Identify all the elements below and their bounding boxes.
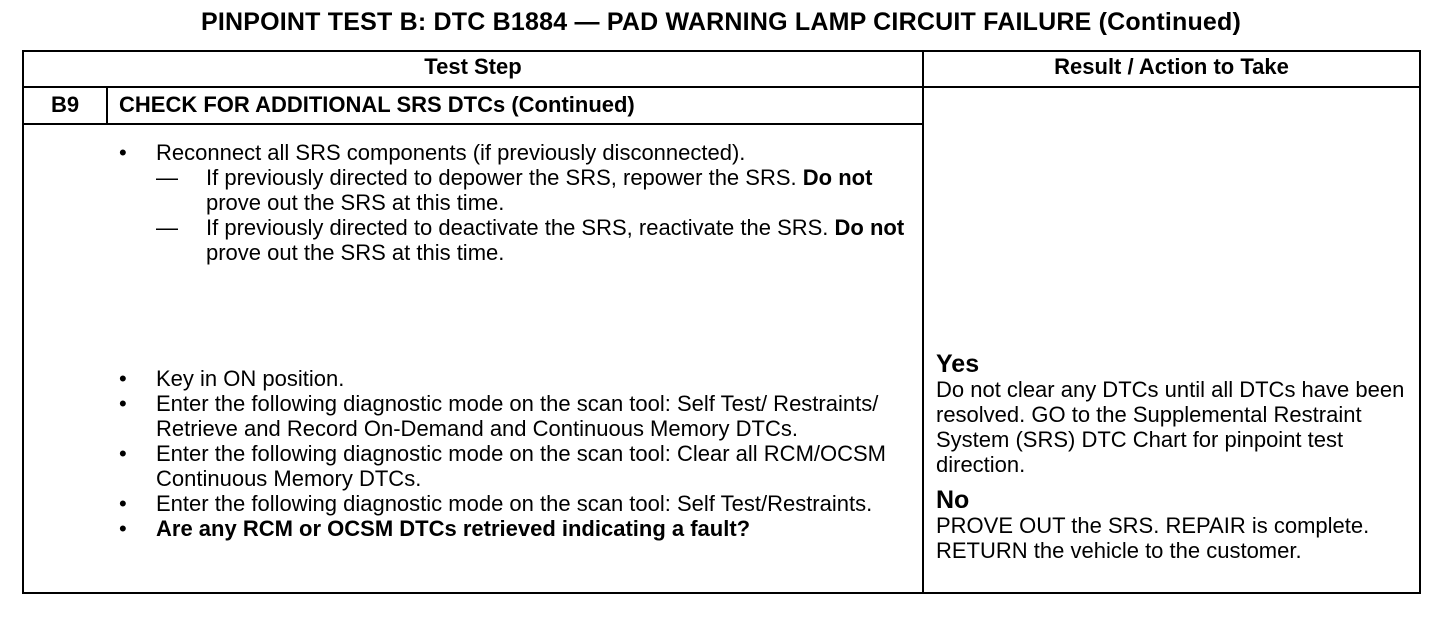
header-divider — [24, 86, 1419, 88]
dash: — — [156, 165, 178, 190]
sub-list — [156, 165, 916, 265]
yes-action: Do not clear any DTCs until all DTCs have been resolved. GO to the Supplemental Restraint System (SRS) DTC Chart for pinpoint test direction. — [936, 377, 1405, 477]
list-item-text: Enter the following diagnostic mode on the scan tool: Self Test/ Restraints/ Retrieve and Record On-Demand and Continuous Memory DTCs. — [156, 391, 879, 441]
bullet: • — [119, 516, 127, 541]
test-question: Are any RCM or OCSM DTCs retrieved indicating a fault? — [156, 516, 751, 541]
header-test-step: Test Step — [424, 54, 522, 79]
sub-item-text-end: prove out the SRS at this time. — [206, 190, 505, 215]
list-item — [116, 366, 916, 391]
list-item-text: Reconnect all SRS components (if previously disconnected). — [156, 140, 746, 165]
list-item-text: Key in ON position. — [156, 366, 345, 391]
result-no — [936, 487, 1416, 563]
page-title: PINPOINT TEST B: DTC B1884 — PAD WARNING LAMP CIRCUIT FAILURE (Continued) — [200, 8, 1242, 36]
list-item — [116, 491, 916, 516]
sub-list-item — [156, 215, 916, 265]
sub-item-bold: Do not — [834, 215, 905, 240]
bullet: • — [119, 441, 127, 466]
header-result-action: Result / Action to Take — [1054, 54, 1289, 79]
pinpoint-test-table — [22, 50, 1421, 594]
list-item — [116, 391, 916, 441]
bullet: • — [119, 391, 127, 416]
no-label: No — [936, 486, 970, 514]
result-yes — [936, 351, 1416, 477]
sub-item-text-end: prove out the SRS at this time. — [206, 240, 505, 265]
dash: — — [156, 215, 178, 240]
column-divider — [922, 52, 924, 592]
yes-label: Yes — [936, 350, 980, 378]
list-item — [116, 516, 916, 541]
step-id: B9 — [50, 92, 80, 117]
sub-item-bold: Do not — [802, 165, 873, 190]
no-action: PROVE OUT the SRS. REPAIR is complete. RETURN the vehicle to the customer. — [936, 513, 1370, 563]
step-title: CHECK FOR ADDITIONAL SRS DTCs (Continued) — [119, 92, 635, 117]
list-item-text: Enter the following diagnostic mode on the scan tool: Clear all RCM/OCSM Continuous Memory DTCs. — [156, 441, 887, 491]
step-row-divider — [24, 123, 922, 125]
sub-item-text: If previously directed to deactivate the SRS, reactivate the SRS. — [206, 215, 835, 240]
reconnect-instructions — [116, 140, 916, 265]
list-item-text: Enter the following diagnostic mode on the scan tool: Self Test/Restraints. — [156, 491, 873, 516]
sub-item-text: If previously directed to depower the SRS, repower the SRS. — [206, 165, 803, 190]
sub-list-item — [156, 165, 916, 215]
step-id-divider — [106, 87, 108, 124]
bullet: • — [119, 491, 127, 516]
scan-tool-instructions — [116, 366, 916, 541]
list-item — [116, 441, 916, 491]
bullet: • — [119, 366, 127, 391]
list-item — [116, 140, 916, 265]
bullet: • — [119, 140, 127, 165]
